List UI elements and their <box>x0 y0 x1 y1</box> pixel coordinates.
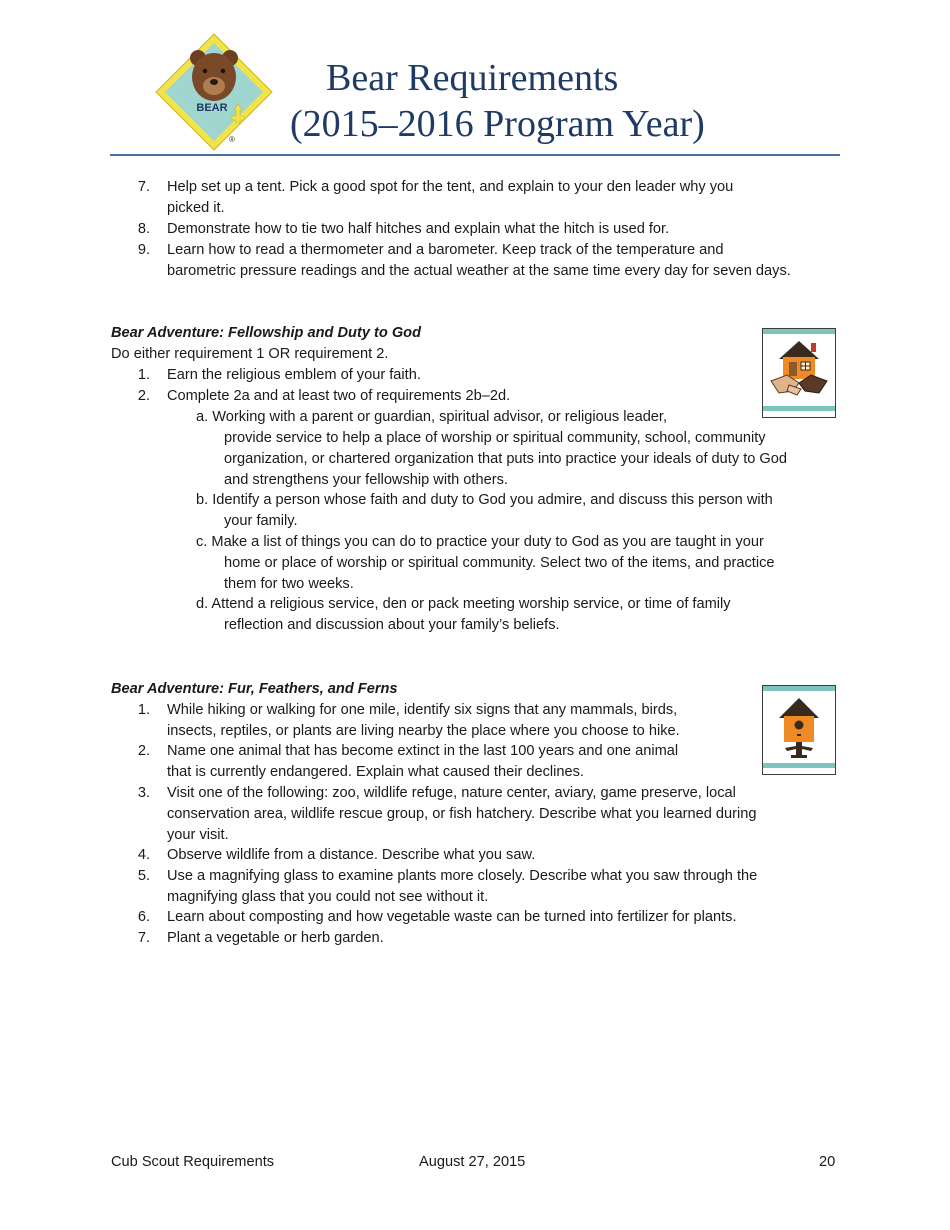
list-item: Learn how to read a thermometer and a barometer. Keep track of the temperature and barometric pressure readings and the actual weather at the same time every day for seven days. <box>167 242 791 279</box>
list-item: While hiking or walking for one mile, identify six signs that any mammals, birds, insects, reptiles, or plants are living nearby the place where you choose to hike. <box>167 702 680 739</box>
fellowship-adventure-image <box>762 328 836 418</box>
list-item: Earn the religious emblem of your faith. <box>167 367 421 383</box>
list-number: 2. <box>137 388 150 404</box>
page-number: 20 <box>819 1154 836 1170</box>
list-number: 7. <box>137 930 150 946</box>
svg-text:BEAR: BEAR <box>196 102 228 114</box>
house-handshake-icon <box>763 329 835 417</box>
list-number: 1. <box>137 367 150 383</box>
list-item: Use a magnifying glass to examine plants more closely. Describe what you saw through the magnifying glass that you could not see without it. <box>167 868 758 905</box>
bear-rank-logo-icon <box>154 32 274 152</box>
section-heading-fur: Bear Adventure: Fur, Feathers, and Ferns <box>111 681 398 697</box>
sub-item: b. Identify a person whose faith and duty to God you admire, and discuss this person with your family. <box>196 492 773 529</box>
list-number: 8. <box>137 221 150 237</box>
page-title-line1: Bear Requirements <box>326 57 619 99</box>
list-item: Plant a vegetable or herb garden. <box>167 930 384 946</box>
section-intro: Do either requirement 1 OR requirement 2. <box>111 346 389 362</box>
list-number: 6. <box>137 909 150 925</box>
list-item: Name one animal that has become extinct in the last 100 years and one animal that is currently endangered. Explain what caused their declines. <box>167 743 679 780</box>
list-item: Complete 2a and at least two of requirements 2b–2d. <box>167 388 511 404</box>
sub-item: d. Attend a religious service, den or pack meeting worship service, or time of family reflection and discussion about your family’s beliefs. <box>196 596 731 633</box>
list-number: 3. <box>137 785 150 801</box>
sub-item: c. Make a list of things you can do to practice your duty to God as you are taught in your home or place of worship or spiritual community. Select two of the items, and practice them for two weeks. <box>196 534 775 592</box>
footer-date: August 27, 2015 <box>419 1154 526 1170</box>
list-number: 2. <box>137 743 150 759</box>
list-item: Observe wildlife from a distance. Describe what you saw. <box>167 847 536 863</box>
fur-adventure-image <box>762 685 836 775</box>
list-item: Help set up a tent. Pick a good spot for the tent, and explain to your den leader why you picked it. <box>167 179 734 216</box>
list-number: 1. <box>137 702 150 718</box>
section-heading-fellowship: Bear Adventure: Fellowship and Duty to God <box>111 325 422 341</box>
list-item: Visit one of the following: zoo, wildlife refuge, nature center, aviary, game preserve, local conservation area, wildlife rescue group, or fish hatchery. Describe what you learned during your visit. <box>167 785 757 843</box>
list-item: Demonstrate how to tie two half hitches and explain what the hitch is used for. <box>167 221 670 237</box>
list-number: 4. <box>137 847 150 863</box>
birdhouse-icon <box>763 686 835 774</box>
list-number: 5. <box>137 868 150 884</box>
list-item: Learn about composting and how vegetable waste can be turned into fertilizer for plants. <box>167 909 737 925</box>
footer-title: Cub Scout Requirements <box>111 1154 275 1170</box>
header-divider <box>110 154 840 156</box>
list-number: 9. <box>137 242 150 258</box>
svg-text:®: ® <box>229 135 235 144</box>
bear-logo <box>154 32 274 152</box>
page-title-line2: (2015–2016 Program Year) <box>290 103 705 145</box>
list-number: 7. <box>137 179 150 195</box>
sub-item: a. Working with a parent or guardian, spiritual advisor, or religious leader, provide service to help a place of worship or spiritual community, school, community organization, or chartered organization that puts into practice your ideals of duty to God and strengthens your fellowship with others. <box>196 409 787 488</box>
